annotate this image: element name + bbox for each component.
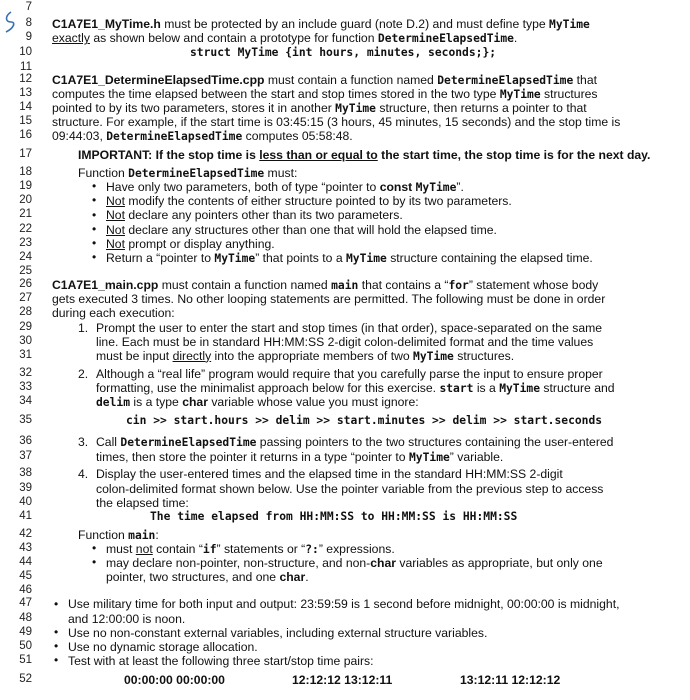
text: Have only two parameters, both of type “pointer to <box>106 180 380 195</box>
code-text: DetermineElapsedTime <box>128 167 265 181</box>
function-must-heading <box>78 166 297 180</box>
bold-text: char <box>279 570 306 585</box>
bullet-icon: • <box>92 540 97 555</box>
text: into the appropriate members of two <box>211 348 414 363</box>
text: the start time, the stop time is for the next day. <box>377 148 651 163</box>
text: pointer, two structures, and one <box>106 570 280 585</box>
text: structures. <box>453 348 515 363</box>
step-4-line1: Display the user-entered times and the elapsed time in the standard HH:MM:SS 2-digit <box>96 467 563 482</box>
line-number: 45 <box>19 570 32 583</box>
text: that <box>573 72 597 87</box>
line-number: 13 <box>19 86 32 99</box>
list-item: Use no dynamic storage allocation. <box>68 639 258 654</box>
text: Function <box>78 166 129 181</box>
bullet-icon: • <box>92 207 97 222</box>
line-number: 48 <box>19 611 32 624</box>
text: structure and <box>540 380 615 395</box>
text: structure, then returns a pointer to that <box>375 101 587 116</box>
step-number: 4. <box>78 467 89 482</box>
list-item: Use military time for both input and output: 23:59:59 is 1 second before midnight, 00:00:00 is midnight, <box>68 597 620 612</box>
underlined-text: Not <box>106 194 125 209</box>
line-number: 43 <box>19 541 32 554</box>
line-number: 42 <box>19 527 32 540</box>
elapsed-cpp-line2 <box>52 87 598 101</box>
text: 09:44:03, <box>52 129 107 144</box>
text: Return a “pointer to <box>106 250 215 265</box>
line-number: 7 <box>25 1 32 14</box>
step-2-line3 <box>96 395 419 409</box>
line-number: 10 <box>19 46 32 59</box>
test-pair: 00:00:00 00:00:00 <box>124 672 225 687</box>
list-item <box>106 194 512 208</box>
code-text: MyTime <box>499 381 541 395</box>
line-number: 39 <box>19 481 32 494</box>
code-text: DetermineElapsedTime <box>437 73 574 87</box>
list-item <box>106 180 464 194</box>
text: ” that points to a <box>255 250 346 265</box>
list-item <box>106 223 497 237</box>
step-number: 2. <box>78 366 89 381</box>
line-number: 35 <box>19 413 32 426</box>
text: declare any structures other than one that will hold the elapsed time. <box>124 222 497 237</box>
bullet-icon: • <box>92 235 97 250</box>
file-name: C1A7E1_MyTime.h <box>52 17 161 32</box>
line-number: 28 <box>19 306 32 319</box>
list-item <box>106 251 593 265</box>
text: . <box>513 31 518 46</box>
bullet-icon: • <box>92 221 97 236</box>
elapsed-cpp-line3 <box>52 101 587 115</box>
mytime-h-line2 <box>52 31 517 45</box>
text: structure containing the elapsed time. <box>386 250 593 265</box>
text: times, then store the pointer it returns in a type “pointer to <box>96 449 409 464</box>
bullet-icon: • <box>92 249 97 264</box>
step-1-line1: Prompt the user to enter the start and stop times (in that order), space-separated on the same <box>96 320 603 335</box>
code-text: for <box>448 279 469 293</box>
line-number: 21 <box>19 208 32 221</box>
list-item <box>106 556 603 570</box>
line-number: 24 <box>19 250 32 263</box>
line-number: 30 <box>19 334 32 347</box>
bullet-icon: • <box>54 653 59 668</box>
text: . <box>305 570 309 585</box>
text: that contains a “ <box>358 278 449 293</box>
line-number: 52 <box>19 672 32 685</box>
step-number: 3. <box>78 435 89 450</box>
code-text: MyTime <box>408 450 450 464</box>
line-number: 22 <box>19 222 32 235</box>
line-number: 25 <box>19 265 32 277</box>
underlined-text: Not <box>106 222 125 237</box>
code-text: start <box>439 381 474 395</box>
line-number: 19 <box>19 180 32 193</box>
bullet-icon: • <box>92 555 97 570</box>
elapsed-cpp-line4: structure. For example, if the start time is 03:45:15 (3 hours, 45 minutes, 15 seconds) and the stop time is <box>52 115 621 130</box>
line-number: 12 <box>19 72 32 85</box>
list-item <box>106 237 275 251</box>
code-text: if <box>202 542 217 556</box>
list-item <box>106 208 403 222</box>
bullet-icon: • <box>92 179 97 194</box>
line-number: 50 <box>19 639 32 652</box>
bullet-icon: • <box>54 638 59 653</box>
line-number: 36 <box>19 435 32 448</box>
text: as shown below and contain a prototype for function <box>89 31 378 46</box>
line-number: 40 <box>19 495 32 508</box>
code-text: MyTime <box>346 251 387 265</box>
step-4-line2: colon-delimited format shown below. Use the pointer variable from the previous step to access <box>96 481 604 496</box>
step-3-line1 <box>96 435 613 449</box>
code-text: main <box>331 279 359 293</box>
code-text: MyTime <box>413 349 454 363</box>
line-number: 44 <box>19 556 32 569</box>
text: must be input <box>96 348 173 363</box>
elapsed-cpp-line5 <box>52 129 353 143</box>
text: : <box>155 527 159 542</box>
file-name: C1A7E1_DetermineElapsedTime.cpp <box>52 72 265 87</box>
bullet-icon: • <box>54 624 59 639</box>
text: pointed to by its two parameters, stores it in another <box>52 101 336 116</box>
text: must contain a function named <box>264 72 438 87</box>
line-number: 9 <box>25 31 32 44</box>
line-number: 15 <box>19 115 32 128</box>
line-number: 38 <box>19 467 32 480</box>
text: prompt or display anything. <box>124 236 275 251</box>
line-number: 14 <box>19 101 32 114</box>
text: Call <box>96 435 121 450</box>
line-number: 27 <box>19 292 32 305</box>
list-item <box>106 542 395 556</box>
line-number: 18 <box>19 166 32 179</box>
text: must contain a function named <box>158 278 332 293</box>
underlined-text: not <box>135 541 153 556</box>
list-item: Test with at least the following three start/stop time pairs: <box>68 653 374 668</box>
list-item-continued: and 12:00:00 is noon. <box>68 611 186 626</box>
text: must <box>106 541 136 556</box>
code-text: DetermineElapsedTime <box>106 130 243 144</box>
underlined-text: Not <box>106 208 125 223</box>
step-1-line2: line. Each must be in standard HH:MM:SS 2-digit colon-delimited format and the time values <box>96 334 594 349</box>
step-4-line3: the elapsed time: <box>96 495 189 510</box>
text: is a type <box>130 394 183 409</box>
code-text: MyTime <box>214 251 256 265</box>
text: IMPORTANT: If the stop time is <box>78 148 260 163</box>
line-number: 11 <box>20 60 32 73</box>
line-number: 41 <box>19 509 32 522</box>
test-pair: 12:12:12 13:12:11 <box>292 672 393 687</box>
line-number: 32 <box>19 366 32 379</box>
text: Function <box>78 527 129 542</box>
cin-statement: cin >> start.hours >> delim >> start.minutes >> delim >> start.seconds <box>126 413 603 427</box>
text: modify the contents of either structure pointed to by its two parameters. <box>124 194 512 209</box>
text: ” variable. <box>449 449 504 464</box>
code-text: MyTime <box>549 18 590 32</box>
text: computes the time elapsed between the start and stop times stored in the two type <box>52 86 500 101</box>
line-number: 31 <box>19 348 32 361</box>
file-name: C1A7E1_main.cpp <box>52 278 159 293</box>
text: must be protected by an include guard (note D.2) and must define type <box>160 17 550 32</box>
output-format: The time elapsed from HH:MM:SS to HH:MM:SS is HH:MM:SS <box>150 509 518 523</box>
list-item: Use no non-constant external variables, including external structure variables. <box>68 625 488 640</box>
struct-declaration: struct MyTime {int hours, minutes, seconds;}; <box>190 46 497 60</box>
bullet-icon: • <box>54 596 59 611</box>
bold-text: char <box>182 394 208 409</box>
step-2-line1: Although a “real life” program would require that you carefully parse the input to ensure proper <box>96 366 603 381</box>
code-text: MyTime <box>415 181 457 195</box>
line-number: 51 <box>19 653 32 666</box>
step-number: 1. <box>78 320 89 335</box>
underlined-text: Not <box>106 236 125 251</box>
text: ”. <box>456 180 464 195</box>
line-number: 16 <box>19 129 32 142</box>
line-number: 17 <box>19 148 32 161</box>
underlined-text: less than or equal to <box>259 148 378 163</box>
list-item-continued <box>106 570 309 584</box>
text: ” expressions. <box>318 541 395 556</box>
underlined-text: directly <box>172 348 212 363</box>
main-cpp-line3: during each execution: <box>52 306 175 321</box>
text: may declare non-pointer, non-structure, and non- <box>106 556 371 571</box>
step-3-line2 <box>96 450 503 464</box>
change-marker-icon <box>2 10 16 34</box>
elapsed-cpp-line1 <box>52 73 597 87</box>
step-1-line3 <box>96 349 514 363</box>
code-text: MyTime <box>335 102 376 116</box>
main-cpp-line2: gets executed 3 times. No other looping statements are permitted. The following must be done in order <box>52 292 606 307</box>
text: is a <box>473 380 500 395</box>
test-pair: 13:12:11 12:12:12 <box>460 672 561 687</box>
main-cpp-line1 <box>52 278 598 292</box>
text: variable whose value you must ignore: <box>207 394 419 409</box>
bold-text: const <box>379 180 413 195</box>
text: must: <box>264 166 298 181</box>
text: passing pointers to the two structures containing the user-entered <box>256 435 614 450</box>
bold-text: char <box>370 556 396 571</box>
text: variables as appropriate, but only one <box>395 556 603 571</box>
line-number: 34 <box>19 394 32 407</box>
text: computes 05:58:48. <box>242 129 353 144</box>
underlined-text: exactly <box>52 31 90 46</box>
code-text: MyTime <box>499 87 541 101</box>
function-main-heading <box>78 528 159 542</box>
important-note <box>78 148 650 162</box>
code-text: delim <box>96 395 131 409</box>
text: formatting, use the minimalist approach below for this exercise. <box>96 380 440 395</box>
code-text: DetermineElapsedTime <box>377 32 514 46</box>
bullet-icon: • <box>92 193 97 208</box>
text: contain “ <box>152 541 203 556</box>
code-text: DetermineElapsedTime <box>120 436 257 450</box>
line-number: 37 <box>19 449 32 462</box>
text: ” statement whose body <box>468 278 599 293</box>
line-number: 20 <box>19 194 32 207</box>
code-text: ?: <box>305 542 319 556</box>
text: structures <box>540 86 598 101</box>
step-2-line2 <box>96 381 615 395</box>
text: declare any pointers other than its two parameters. <box>124 208 403 223</box>
line-number: 23 <box>19 236 32 249</box>
line-number: 47 <box>19 597 32 610</box>
line-number: 8 <box>25 17 32 30</box>
line-number: 33 <box>19 380 32 393</box>
line-number: 29 <box>19 320 32 333</box>
line-number: 49 <box>19 625 32 638</box>
line-number: 26 <box>19 278 32 291</box>
text: ” statements or “ <box>216 541 306 556</box>
code-text: main <box>128 528 156 542</box>
mytime-h-line1 <box>52 17 590 31</box>
line-number: 46 <box>19 584 32 597</box>
